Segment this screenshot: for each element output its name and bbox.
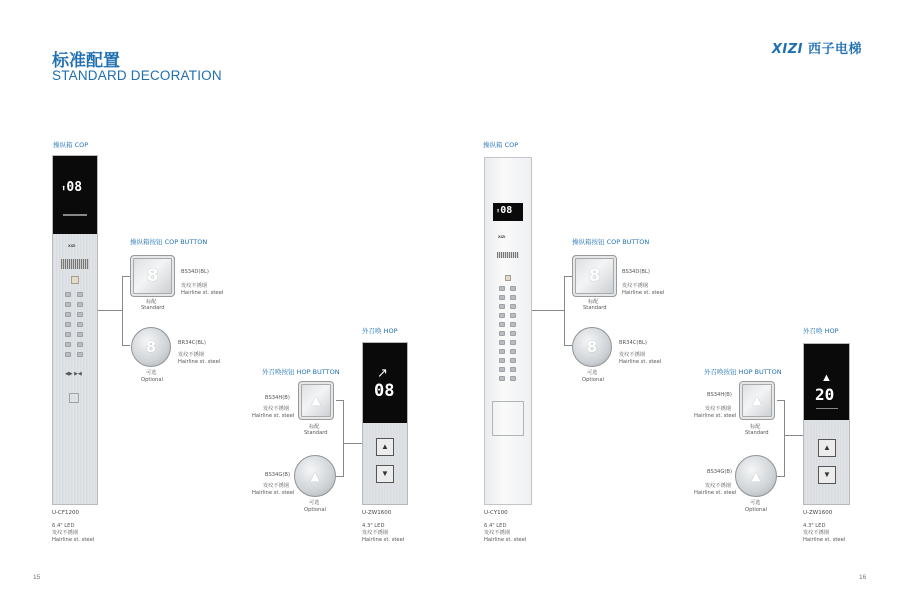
right-btn1-tag-en: Standard	[583, 305, 607, 311]
right-hbtn2-tag-en: Optional	[745, 507, 767, 513]
page-title-en: STANDARD DECORATION	[52, 68, 222, 83]
right-cop-material-en: Hairline st. steel	[484, 537, 527, 543]
left-hbtn2-tag-en: Optional	[304, 507, 326, 513]
right-cop-material-cn: 发纹不锈钢	[484, 530, 510, 536]
right-hbtn1-tag-cn: 标配	[750, 424, 761, 430]
right-hbtn1-mat-en: Hairline st. steel	[694, 413, 737, 419]
right-hop-material-en: Hairline st. steel	[803, 537, 846, 543]
left-cop-button-label: 操纵箱按钮 COP BUTTON	[130, 238, 208, 246]
right-hbtn1-mat-cn: 发纹不锈钢	[705, 406, 731, 412]
right-btn2-mat-cn: 发纹不锈钢	[619, 352, 645, 358]
left-btn1-tag-cn: 标配	[146, 299, 157, 305]
left-cop-display-value: 08	[66, 180, 83, 195]
right-btn2-mat-en: Hairline st. steel	[619, 359, 662, 365]
left-cop-square-button	[130, 255, 175, 297]
left-cop-label: 操纵箱 COP	[53, 141, 89, 149]
left-hbtn2-mat-cn: 发纹不锈钢	[263, 483, 289, 489]
left-cop-model: U-CF1200	[52, 510, 80, 516]
right-hop-button-label: 外召唤按钮 HOP BUTTON	[704, 368, 782, 376]
left-hop-square-button	[298, 381, 334, 420]
right-btn1-code: BS34D(BL)	[622, 269, 650, 275]
left-cop-brand-mark: XIZI	[68, 243, 76, 248]
right-hop-panel	[803, 343, 850, 505]
up-arrow-icon: ▲	[823, 443, 831, 452]
left-hop-connector-line	[344, 443, 362, 444]
right-cop-model: U-CY100	[484, 510, 508, 516]
left-btn1-code: BS34D(BL)	[181, 269, 209, 275]
right-hbtn2-mat-en: Hairline st. steel	[694, 490, 737, 496]
right-cop-panel	[484, 157, 532, 505]
right-cop-keyhole	[505, 275, 511, 281]
right-cop-connector	[564, 276, 572, 346]
left-cop-led: 6.4" LED	[52, 523, 75, 529]
right-hop-material-cn: 发纹不锈钢	[803, 530, 829, 536]
left-cop-material-en: Hairline st. steel	[52, 537, 95, 543]
right-hbtn2-tag-cn: 可选	[750, 500, 761, 506]
left-hop-display-value: 08	[374, 381, 395, 401]
right-hbtn2-code: BS34G(B)	[707, 469, 732, 475]
left-cop-round-button	[131, 327, 171, 367]
left-hbtn1-code: BS34H(B)	[265, 395, 290, 401]
right-btn1-mat-en: Hairline st. steel	[622, 290, 665, 296]
left-cop-door-buttons: ◀▶ ▶◀	[65, 371, 82, 377]
right-hop-display-value: 20	[815, 385, 835, 404]
left-hbtn1-tag-cn: 标配	[309, 424, 320, 430]
right-cop-display	[493, 203, 523, 221]
page-title-cn: 标准配置	[52, 51, 120, 71]
left-hop-model: U-ZW1600	[362, 510, 392, 516]
left-cop-keyhole	[71, 276, 79, 284]
left-cop-card-reader	[69, 393, 79, 403]
left-btn2-tag-cn: 可选	[146, 370, 157, 376]
left-hbtn2-code: BS34G(B)	[265, 472, 290, 478]
right-hop-label: 外召唤 HOP	[803, 327, 839, 335]
left-cop-connector	[122, 276, 130, 346]
left-hbtn1-mat-cn: 发纹不锈钢	[263, 406, 289, 412]
left-hop-square-up-arrow-icon: ▲	[311, 393, 321, 407]
right-hop-model: U-ZW1600	[803, 510, 833, 516]
right-cop-service-panel	[492, 401, 524, 436]
right-cop-button-label: 操纵箱按钮 COP BUTTON	[572, 238, 650, 246]
left-hop-round-up-arrow-icon: ▲	[310, 469, 320, 483]
left-hbtn2-mat-en: Hairline st. steel	[252, 490, 295, 496]
right-cop-connector-line	[532, 310, 564, 311]
left-cop-connector-line	[98, 310, 122, 311]
right-hop-connector	[777, 400, 785, 477]
left-hbtn1-tag-en: Standard	[304, 430, 328, 436]
right-hop-up-button	[818, 439, 836, 457]
right-hop-square-button	[739, 381, 775, 420]
left-hop-up-button	[376, 438, 394, 456]
left-btn2-code: BR34C(BL)	[178, 340, 206, 346]
left-cop-square-button-digit: 8	[146, 266, 159, 286]
left-cop-material-cn: 发纹不锈钢	[52, 530, 78, 536]
left-cop-round-button-digit: 8	[145, 338, 157, 356]
right-cop-round-button-digit: 8	[586, 338, 598, 356]
left-btn1-mat-cn: 发纹不锈钢	[181, 283, 207, 289]
left-cop-arrow-icon: ⬆	[61, 184, 67, 194]
left-btn1-tag-en: Standard	[141, 305, 165, 311]
right-btn1-tag-cn: 标配	[588, 299, 599, 305]
right-hop-round-up-arrow-icon: ▲	[751, 469, 761, 483]
right-cop-arrow-icon: ⬆	[496, 207, 501, 215]
right-hop-down-button	[818, 466, 836, 484]
left-hop-label: 外召唤 HOP	[362, 327, 398, 335]
left-hop-down-button	[376, 465, 394, 483]
right-hop-display	[804, 344, 849, 420]
left-hbtn2-tag-cn: 可选	[309, 500, 320, 506]
right-hop-round-button	[735, 455, 777, 497]
left-hop-button-label: 外召唤按钮 HOP BUTTON	[262, 368, 340, 376]
left-hop-direction-icon: ↗	[377, 365, 388, 380]
left-hop-panel	[362, 342, 408, 505]
right-btn1-mat-cn: 发纹不锈钢	[622, 283, 648, 289]
brand-logo	[772, 38, 862, 57]
right-cop-round-button	[572, 327, 612, 367]
right-hbtn1-tag-en: Standard	[745, 430, 769, 436]
right-btn2-tag-cn: 可选	[587, 370, 598, 376]
right-cop-square-button-digit: 8	[588, 266, 601, 286]
left-page-number: 15	[33, 574, 41, 581]
right-hbtn2-mat-cn: 发纹不锈钢	[705, 483, 731, 489]
left-hop-material-en: Hairline st. steel	[362, 537, 405, 543]
right-cop-label: 操纵箱 COP	[483, 141, 519, 149]
right-cop-button-grid	[497, 286, 523, 386]
right-cop-display-value: 08	[500, 205, 513, 216]
left-hop-connector	[336, 400, 344, 477]
brand-cn: 西子电梯	[807, 42, 862, 57]
down-arrow-icon: ▼	[823, 470, 831, 479]
left-btn2-tag-en: Optional	[141, 377, 163, 383]
right-hbtn1-code: BS34H(B)	[707, 392, 732, 398]
right-cop-brand-mark: XIZI	[498, 234, 506, 239]
right-hop-square-up-arrow-icon: ▲	[752, 393, 762, 407]
left-hop-led: 4.3" LED	[362, 523, 385, 529]
right-hop-up-arrow-icon: ▲	[821, 372, 832, 384]
right-page-number: 16	[859, 574, 867, 581]
left-cop-button-grid	[63, 292, 89, 372]
left-btn2-mat-cn: 发纹不锈钢	[178, 352, 204, 358]
left-cop-speaker-grille	[61, 259, 89, 269]
left-hop-material-cn: 发纹不锈钢	[362, 530, 388, 536]
right-cop-speaker-grille	[497, 252, 519, 258]
left-hop-round-button	[294, 455, 336, 497]
right-cop-led: 6.4" LED	[484, 523, 507, 529]
right-btn2-tag-en: Optional	[582, 377, 604, 383]
left-hop-display	[363, 343, 407, 423]
left-btn1-mat-en: Hairline st. steel	[181, 290, 224, 296]
left-hbtn1-mat-en: Hairline st. steel	[252, 413, 295, 419]
right-hop-led: 4.3" LED	[803, 523, 826, 529]
down-arrow-icon: ▼	[381, 469, 389, 478]
right-btn2-code: BR34C(BL)	[619, 340, 647, 346]
up-arrow-icon: ▲	[381, 442, 389, 451]
left-cop-display	[53, 156, 97, 234]
right-hop-connector-line	[785, 435, 803, 436]
left-btn2-mat-en: Hairline st. steel	[178, 359, 221, 365]
right-cop-square-button	[572, 255, 617, 297]
left-cop-panel	[52, 155, 98, 505]
brand-latin: XIZI	[771, 42, 803, 57]
